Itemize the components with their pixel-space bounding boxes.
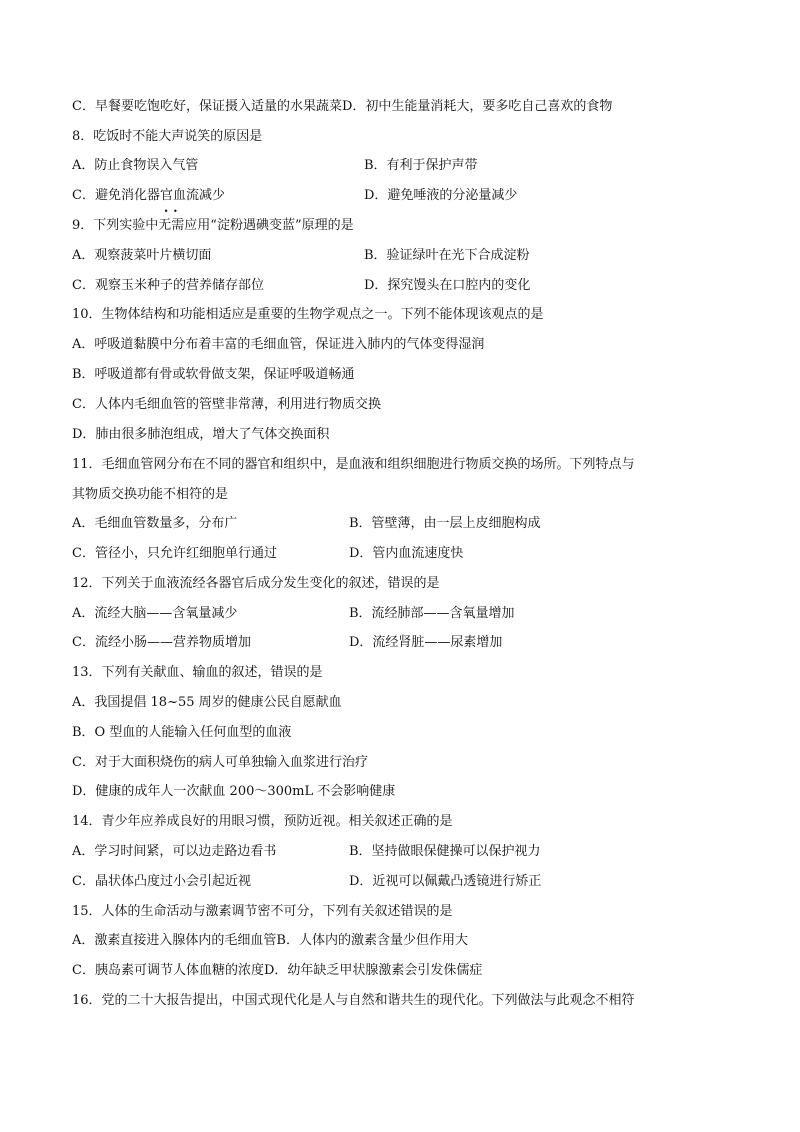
q15-option-c-d-line: C．胰岛素可调节人体血糖的浓度D．幼年缺乏甲状腺激素会引发侏儒症 [72, 963, 483, 978]
question-10-stem: 10．生物体结构和功能相适应是重要的生物学观点之一。下列不能体现该观点的是 [72, 307, 544, 322]
q14-option-c: C．晶状体凸度过小会引起近视 [72, 874, 251, 889]
q9-option-c: C．观察玉米种子的营养储存部位 [72, 278, 264, 293]
q13-option-a: A．我国提倡 18~55 周岁的健康公民自愿献血 [72, 695, 342, 710]
q8-option-c: C．避免消化器官血流减少 [72, 188, 225, 203]
q14-option-a: A．学习时间紧，可以边走路边看书 [72, 844, 277, 859]
question-15-stem: 15．人体的生命活动与激素调节密不可分，下列有关叙述错误的是 [72, 904, 453, 919]
question-12-stem: 12．下列关于血液流经各器官后成分发生变化的叙述，错误的是 [72, 576, 440, 591]
q9-option-b: B．验证绿叶在光下合成淀粉 [364, 248, 530, 263]
q10-option-c: C．人体内毛细血管的管壁非常薄，利用进行物质交换 [72, 397, 381, 412]
q9-option-a: A．观察菠菜叶片横切面 [72, 248, 212, 263]
q13-option-b: B．O 型血的人能输入任何血型的血液 [72, 725, 292, 740]
q8-option-a: A．防止食物误入气管 [72, 158, 199, 173]
q14-option-b: B．坚持做眼保健操可以保护视力 [349, 844, 541, 859]
question-14-stem: 14．青少年应养成良好的用眼习惯，预防近视。相关叙述正确的是 [72, 814, 453, 829]
q15-option-a-b-line: A．激素直接进入腺体内的毛细血管B．人体内的激素含量少但作用大 [72, 933, 468, 948]
q9-stem-suffix: 应用“淀粉遇碘变蓝”原理的是 [184, 218, 354, 233]
q7-option-c-d-line: C．早餐要吃饱吃好，保证摄入适量的水果蔬菜D．初中生能量消耗大，要多吃自己喜欢的食物 [72, 99, 613, 114]
question-13-stem: 13．下列有关献血、输血的叙述，错误的是 [72, 665, 323, 680]
question-16-stem: 16．党的二十大报告提出，中国式现代化是人与自然和谐共生的现代化。下列做法与此观念不相符 [72, 993, 635, 1008]
q11-option-d: D．管内血流速度快 [349, 546, 464, 561]
q13-option-d: D．健康的成年人一次献血 200～300mL 不会影响健康 [72, 784, 396, 799]
q10-option-a: A．呼吸道黏膜中分布着丰富的毛细血管，保证进入肺内的气体变得湿润 [72, 337, 485, 352]
q13-option-c: C．对于大面积烧伤的病人可单独输入血浆进行治疗 [72, 755, 368, 770]
q11-option-b: B．管壁薄，由一层上皮细胞构成 [349, 516, 541, 531]
q12-option-c: C．流经小肠——营养物质增加 [72, 635, 251, 650]
q9-stem-prefix: 9．下列实验中 [72, 218, 159, 233]
q9-emphasis-word: • • 无需 [158, 217, 184, 235]
q9-option-d: D．探究馒头在口腔内的变化 [364, 278, 531, 293]
q11-option-c: C．管径小，只允许红细胞单行通过 [72, 546, 277, 561]
question-11-stem-line-2: 其物质交换功能不相符的是 [72, 487, 229, 502]
question-11-stem-line-1: 11．毛细血管网分布在不同的器官和组织中，是血液和组织细胞进行物质交换的场所。下列特点与 [72, 457, 635, 472]
q8-option-b: B．有利于保护声带 [364, 158, 478, 173]
q12-option-b: B．流经肺部——含氧量增加 [349, 606, 515, 621]
question-8-stem: 8．吃饭时不能大声说笑的原因是 [72, 129, 263, 144]
q14-option-d: D．近视可以佩戴凸透镜进行矫正 [349, 874, 542, 889]
q10-option-b: B．呼吸道都有骨或软骨做支架，保证呼吸道畅通 [72, 367, 355, 382]
q8-option-d: D．避免唾液的分泌量减少 [364, 188, 518, 203]
q11-option-a: A．毛细血管数量多，分布广 [72, 516, 238, 531]
q12-option-d: D．流经肾脏——尿素增加 [349, 635, 503, 650]
question-9-stem [72, 217, 354, 235]
q10-option-d: D．肺由很多肺泡组成，增大了气体交换面积 [72, 427, 330, 442]
q12-option-a: A．流经大脑——含氧量减少 [72, 606, 238, 621]
